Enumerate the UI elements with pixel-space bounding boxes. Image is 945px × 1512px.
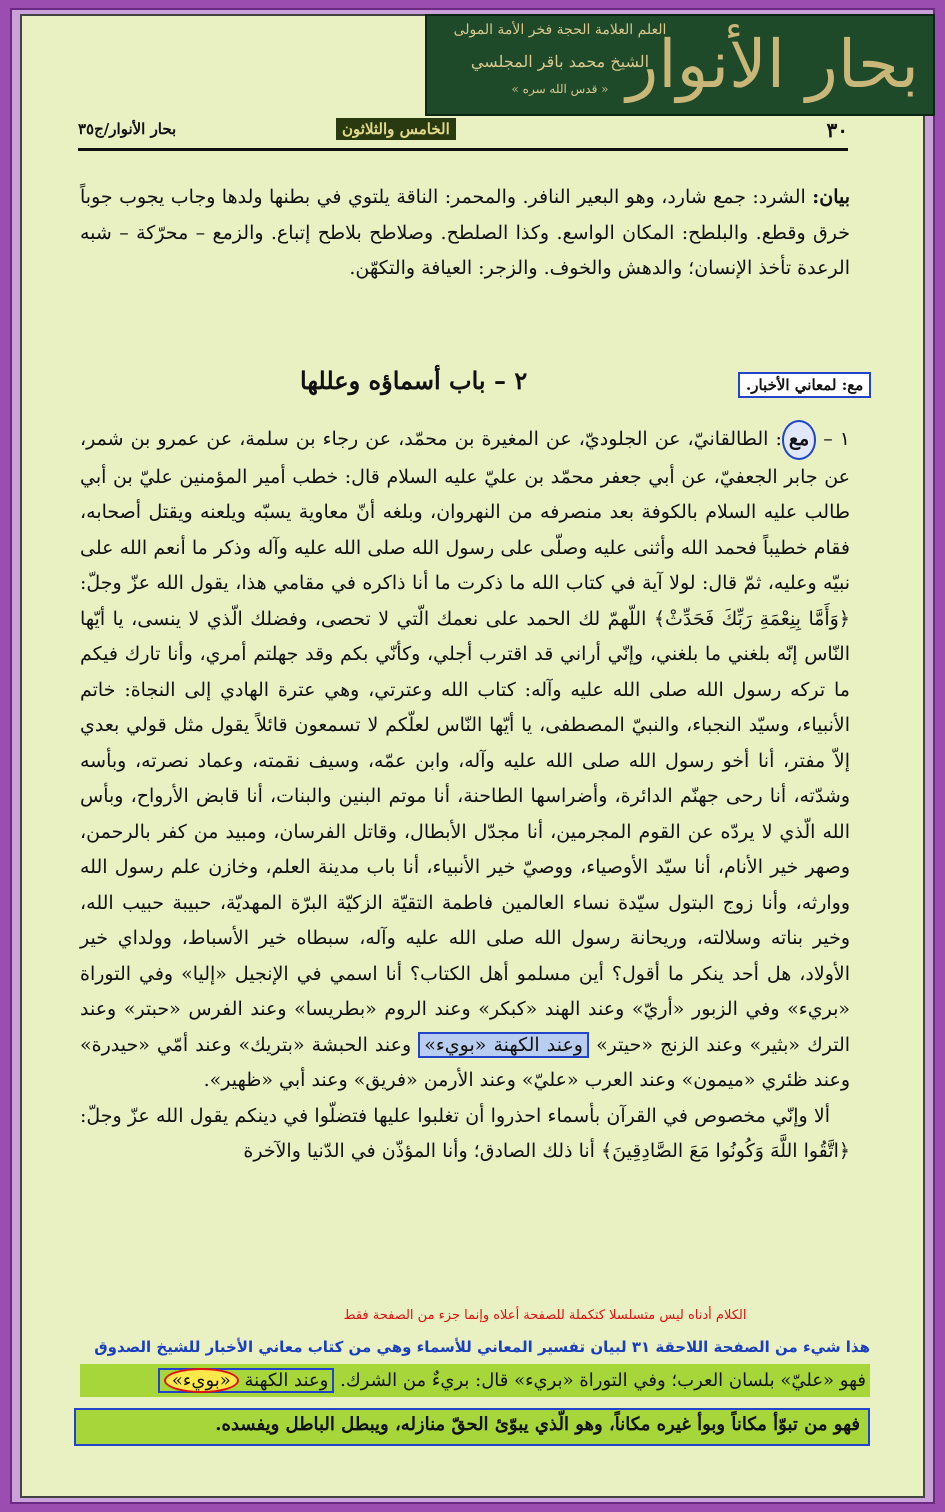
banner-title: بحار الأنوار bbox=[626, 26, 919, 103]
banner-subtitle-3: « قدس الله سره » bbox=[511, 82, 609, 96]
highlighted-phrase: وعند الكهنة «بويء» bbox=[418, 1032, 589, 1058]
book-banner bbox=[425, 14, 935, 116]
excerpt-line-1-text: فهو «عليّ» بلسان العرب؛ وفي التوراة «بريء» قال: بريءٌ من الشرك. bbox=[340, 1370, 866, 1391]
page-number: ٣٠ bbox=[826, 118, 848, 142]
bayan-text: الشرد: جمع شارد، وهو البعير النافر. والمحمر: الناقة يلتوي في بطنها ولدها وجاب يجوب جوباً خرق وقطع. والبلطح: المكان الواسع. وكذا الصلطح. وصلاطح بلاطح إتباع. والزمع – محرّكة – شبه الرعدة تأخذ الإنسان؛ والدهش والخوف. والزجر: العيافة والتكهّن. bbox=[80, 186, 850, 279]
excerpt-line-2: فهو من تبوّأ مكاناً وبوأ غيره مكاناً، وهو الّذي يبوّئ الحقّ منازله، ويبطل الباطل ويفسده. bbox=[74, 1408, 870, 1446]
next-page-note: هذا شيء من الصفحة اللاحقة ٣١ لبيان تفسير المعاني للأسماء وهي من كتاب معاني الأخبار للشيخ الصدوق bbox=[94, 1338, 870, 1356]
banner-subtitle-1: العلم العلامة الحجة فخر الأمة المولى bbox=[453, 22, 667, 38]
hadith-block bbox=[80, 420, 850, 1170]
excerpt-line-1 bbox=[80, 1364, 870, 1397]
hadith-text-end: وعند الحبشة «بتريك» وعند أمّي «حيدرة» وعند ظئري «ميمون» وعند العرب «عليّ» وعند الأرمن «فريق» وعند أبي «ظهير». bbox=[80, 1033, 850, 1091]
section-heading: ٢ – باب أسماؤه وعللها bbox=[300, 366, 528, 395]
page-header bbox=[78, 118, 848, 151]
bayan-label: بيان: bbox=[812, 186, 851, 208]
source-label: مع: لمعاني الأخبار. bbox=[738, 372, 871, 398]
circled-name: «بويء» bbox=[164, 1368, 239, 1393]
hadith-text: : الطالقانيّ، عن الجلوديّ، عن المغيرة بن محمّد، عن رجاء بن سلمة، عن عمرو بن شمر، عن جابر الجعفيّ، عن أبي جعفر محمّد بن عليّ عليه السلام قال: خطب أمير المؤمنين عليّ بن أبي طالب عليه السلام بالكوفة بعد منصرفه من النهروان، وبلغه أنّ معاوية يسبّه ويلعنه ويقتل أصحابه، فقام خطيباً فحمد الله وأثنى عليه وصلّى على رسول الله صلى الله عليه وآله وذكر ما أنعم الله على نبيّه وعليه، ثمّ قال: لولا آية في كتاب الله ما ذكرت ما أنا ذاكره في مقامي هذا، يقول الله عزّ وجلّ: ﴿وَأَمَّا بِنِعْمَةِ رَبِّكَ فَحَدِّثْ﴾ اللّهمّ لك الحمد على نعمك الّتي لا تحصى، وفضلك الّذي لا ينسى، يا أيّها النّاس إنّه بلغني ما بلغني، وإنّي أراني قد اقترب أجلي، وكأنّي بكم وقد جهلتم أمري، وأنا تارك فيكم ما تركه رسول الله صلى الله عليه وآله: كتاب الله وعترتي، وهي عترة الهادي إلى النجاة: خاتم الأنبياء، وسيّد النجباء، والنبيّ المصطفى، يا أيّها النّاس لعلّكم لا تسمعون قائلاً يقول مثل قولي بعدي إلاّ مفتر، أنا أخو رسول الله صلى الله عليه وآله، وابن عمّه، وسيف نقمته، وعماد نصرته، وبأسه وشدّته، أنا رحى جهنّم الدائرة، وأضراسها الطاحنة، أنا موتم البنين والبنات، أنا قابض الأرواح، وبأس الله الّذي لا يردّه عن القوم المجرمين، أنا مجدّل الأبطال، وقاتل الفرسان، ومبيد من كفر بالرحمن، وصهر خير الأنام، أنا سيّد الأوصياء، ووصيّ خير الأنبياء، أنا باب مدينة العلم، وخازن علم رسول الله ووارثه، وأنا زوج البتول سيّدة نساء العالمين فاطمة التقيّة الزكيّة البرّة المهديّة، حبيبة حبيب الله، وخير بناته وسلالته، وريحانة رسول الله صلى الله عليه وآله، سبطاه خير الأسباط، وولداي خير الأولاد، هل أحد ينكر ما أقول؟ أين مسلمو أهل الكتاب؟ أنا اسمي في الإنجيل «إليا» وفي التوراة «بريء» وفي الزبور «أريّ» وعند الهند «كبكر» وعند الروم «بطريسا» وعند الفرس «حبتر» وعند الترك «بثير» وعند الزنج «حيتر» bbox=[80, 428, 851, 1056]
continuation-note: الكلام أدناه ليس متسلسلا كتكملة للصفحة أعلاه وإنما جزء من الصفحة فقط bbox=[343, 1308, 747, 1323]
source-abbrev-circle: مع bbox=[782, 420, 816, 460]
bayan-block bbox=[80, 180, 850, 287]
excerpt-boxed-phrase: وعند الكهنة «بويء» bbox=[158, 1368, 334, 1393]
hadith-paragraph-2: ألا وإنّي مخصوص في القرآن بأسماء احذروا أن تغلبوا عليها فتضلّوا في دينكم يقول الله عزّ وجلّ: ﴿اتَّقُوا اللَّهَ وَكُونُوا مَعَ الصَّادِقِينَ﴾ أنا ذلك الصادق؛ وأنا المؤذّن في الدّنيا والآخرة bbox=[80, 1104, 850, 1162]
banner-subtitle-2: الشيخ محمد باقر المجلسي bbox=[470, 52, 650, 71]
hadith-number: ١ – bbox=[823, 428, 850, 450]
chapter-badge: الخامس والثلاثون bbox=[336, 118, 456, 140]
book-reference: بحار الأنوار/ج٣٥ bbox=[78, 120, 177, 138]
